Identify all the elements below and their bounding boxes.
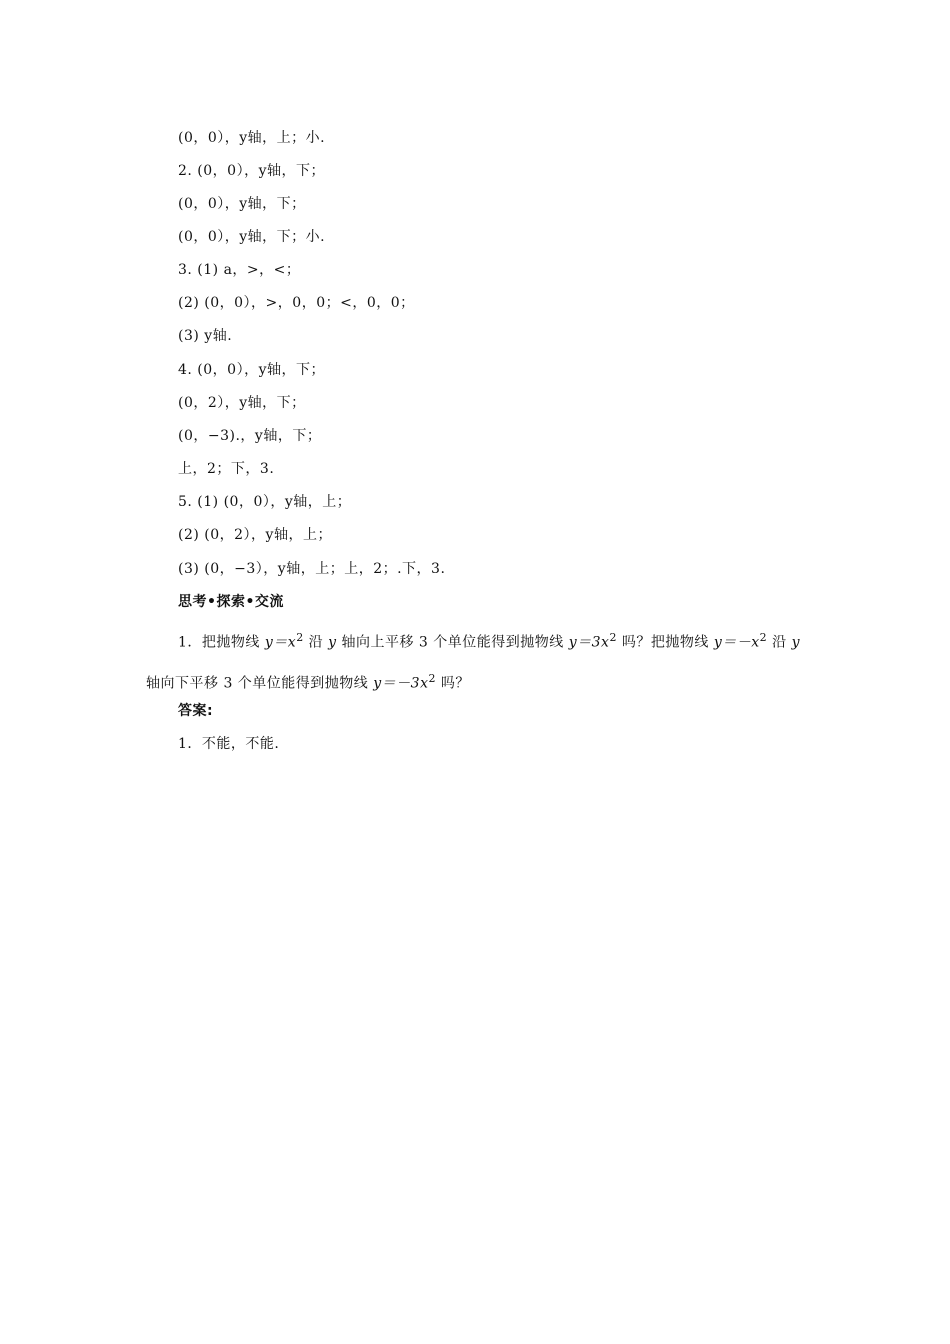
final-answer: 1．不能，不能. — [178, 736, 280, 752]
answer-line-6: (2) (0，0），>，0，0；<，0，0； — [178, 295, 415, 311]
question-text-4: 吗？把抛物线 — [616, 634, 714, 651]
answer-line-2: 2. (0，0），y轴，下； — [178, 163, 325, 179]
question-text-6: 轴向下平移 3 个单位能得到抛物线 — [146, 675, 374, 692]
exponent-3: 2 — [759, 631, 768, 644]
formula-1: y＝x — [264, 634, 297, 651]
section-heading: 思考•探索•交流 — [178, 594, 284, 610]
question-number: 1． — [178, 634, 202, 651]
answer-line-12: 5. (1) (0，0），y轴，上； — [178, 494, 352, 510]
exponent-4: 2 — [428, 671, 436, 685]
question-text-3: 轴向上平移 3 个单位能得到抛物线 — [336, 634, 569, 651]
exponent-1: 2 — [296, 631, 304, 644]
answer-line-1: (0，0），y轴，上；小. — [178, 130, 326, 146]
question-text-2: 沿 — [303, 634, 329, 651]
formula-3: y＝－x — [713, 634, 760, 651]
answer-line-3: (0，0），y轴，下； — [178, 196, 306, 212]
answer-heading: 答案: — [178, 703, 214, 719]
answer-line-9: (0，2），y轴，下； — [178, 395, 306, 411]
answer-line-4: (0，0），y轴，下；小. — [178, 229, 326, 245]
formula-2: y＝3x — [568, 634, 610, 651]
question-text-7: 吗？ — [435, 675, 470, 692]
answer-line-5: 3. (1) a，>，<； — [178, 262, 301, 278]
answer-line-14: (3) (0，−3），y轴，上；上，2；.下，3. — [178, 561, 446, 577]
question-text-1: 把抛物线 — [201, 634, 265, 651]
question-text-5: 沿 — [767, 634, 792, 651]
answer-line-8: 4. (0，0），y轴，下； — [178, 362, 325, 378]
formula-4: y＝－3x — [373, 675, 429, 692]
question-paragraph — [146, 620, 806, 701]
exponent-2: 2 — [609, 631, 617, 644]
answer-line-13: (2) (0，2），y轴，上； — [178, 527, 332, 543]
answer-line-7: (3) y轴. — [178, 328, 233, 344]
y-axis-var-1: y — [328, 634, 337, 651]
y-axis-var-2: y — [791, 634, 800, 651]
answer-line-11: 上，2；下，3. — [178, 461, 275, 477]
answer-line-10: (0，−3).，y轴，下； — [178, 428, 322, 444]
